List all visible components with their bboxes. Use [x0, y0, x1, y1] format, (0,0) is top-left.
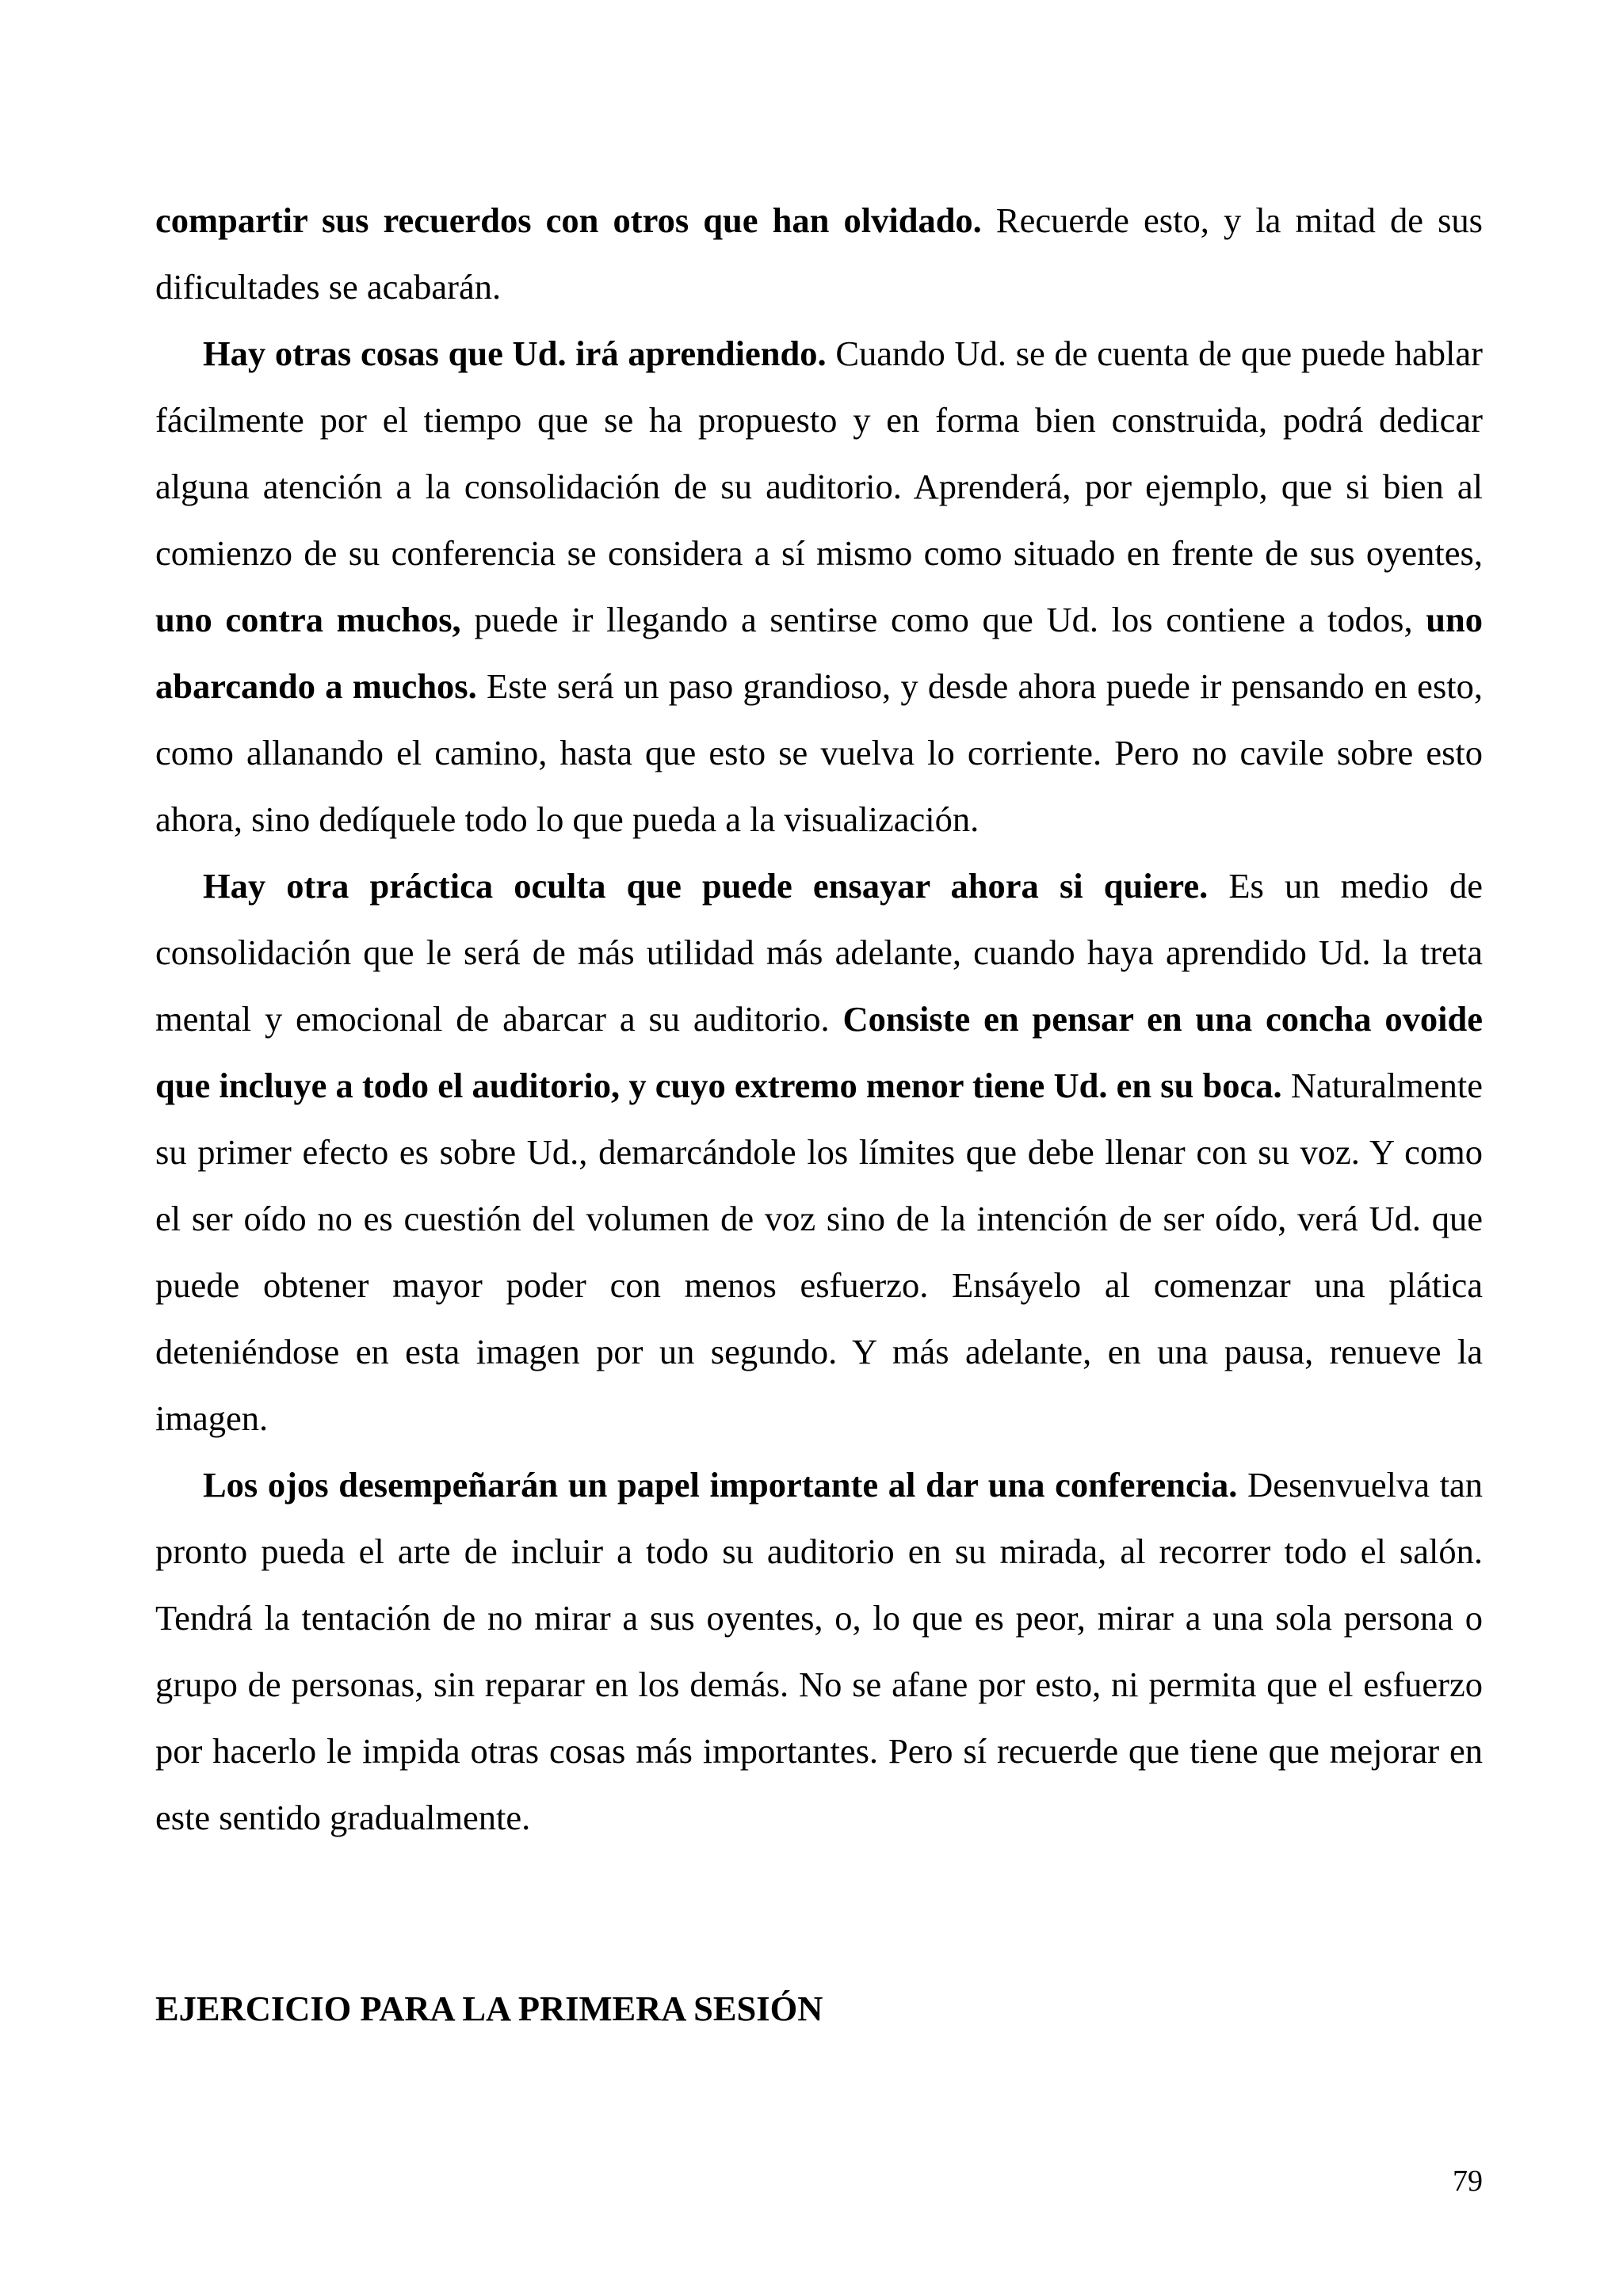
- page-body: [155, 187, 1483, 1851]
- paragraph: [155, 320, 1483, 852]
- bold-run: Hay otra práctica oculta que puede ensayar ahora si quiere.: [203, 866, 1209, 906]
- paragraph: [155, 187, 1483, 320]
- text-run: Cuando Ud. se de cuenta de que puede hablar fácilmente por el tiempo que se ha propuesto y en forma bien construida, podrá dedicar alguna atención a la consolidación de su auditorio. Aprenderá, por ejemplo, que si bien al comienzo de su conferencia se considera a sí mismo como situado en frente de sus oyentes,: [155, 334, 1483, 573]
- section-heading: EJERCICIO PARA LA PRIMERA SESIÓN: [155, 1989, 823, 2028]
- bold-run: Hay otras cosas que Ud. irá aprendiendo.: [203, 334, 827, 373]
- paragraph: [155, 852, 1483, 1451]
- text-run: Es un medio de consolidación que le será de más utilidad más adelante, cuando haya aprendido Ud. la treta mental y emocional de abarcar a su auditorio.: [155, 866, 1483, 1039]
- text-run: puede ir llegando a sentirse como que Ud. los contiene a todos,: [460, 600, 1426, 639]
- bold-run: Consiste en pensar en una concha ovoide que incluye a todo el auditorio, y cuyo extremo menor tiene Ud. en su boca.: [155, 999, 1483, 1105]
- bold-run: uno contra muchos,: [155, 600, 461, 639]
- bold-run: uno abarcando a muchos.: [155, 600, 1484, 706]
- text-run: Naturalmente su primer efecto es sobre Ud., demarcándole los límites que debe llenar con su voz. Y como el ser oído no es cuestión del volumen de voz sino de la intención de ser oído, verá Ud. que puede obtener mayor poder con menos esfuerzo. Ensáyelo al comenzar una plática deteniéndose en esta imagen por un segundo. Y más adelante, en una pausa, renueve la imagen.: [155, 1066, 1483, 1438]
- paragraph: [155, 1451, 1483, 1851]
- text-run: Recuerde esto, y la mitad de sus dificultades se acabarán.: [155, 200, 1483, 307]
- text-run: Desenvuelva tan pronto pueda el arte de incluir a todo su auditorio en su mirada, al recorrer todo el salón. Tendrá la tentación de no mirar a sus oyentes, o, lo que es peor, mirar a una sola persona o grupo de personas, sin reparar en los demás. No se afane por esto, ni permita que el esfuerzo por hacerlo le impida otras cosas más importantes. Pero sí recuerde que tiene que mejorar en este sentido gradualmente.: [155, 1465, 1483, 1837]
- bold-run: Los ojos desempeñarán un papel importante al dar una conferencia.: [203, 1465, 1238, 1505]
- page-number: 79: [1453, 2164, 1483, 2198]
- text-run: Este será un paso grandioso, y desde ahora puede ir pensando en esto, como allanando el camino, hasta que esto se vuelva lo corriente. Pero no cavile sobre esto ahora, sino dedíquele todo lo que pueda a la visualización.: [155, 666, 1483, 839]
- bold-run: compartir sus recuerdos con otros que han olvidado.: [155, 200, 982, 240]
